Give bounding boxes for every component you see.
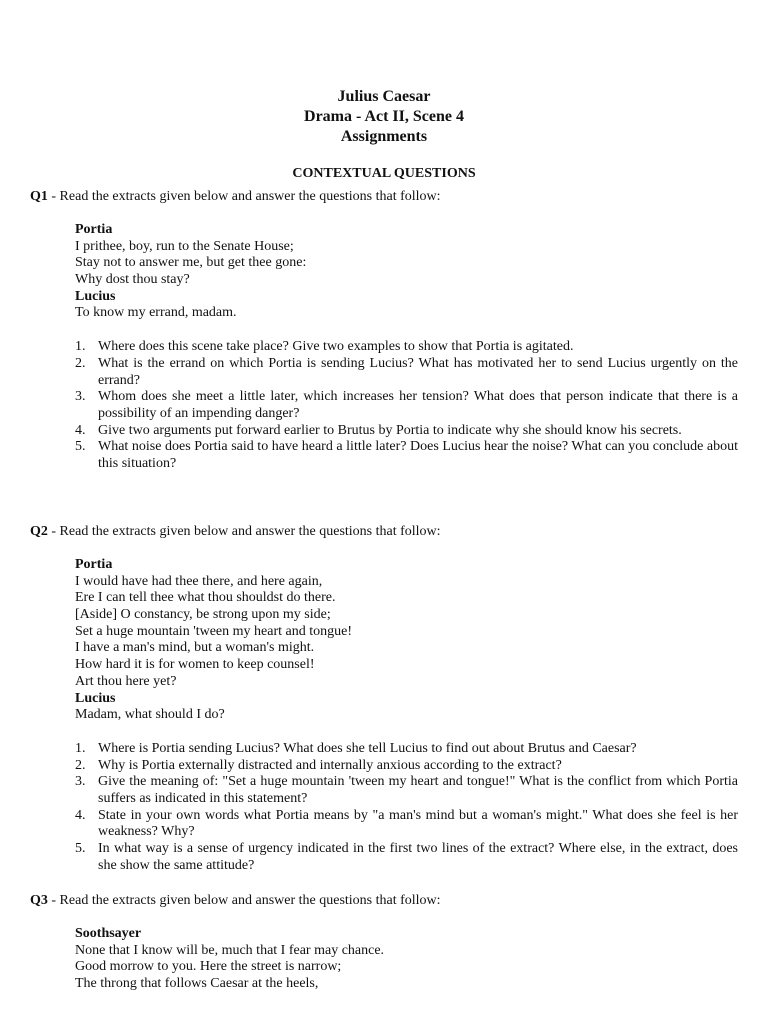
item-text: Where is Portia sending Lucius? What does she tell Lucius to find out about Brutus and Caesar? [98, 740, 637, 756]
document-title [0, 87, 768, 147]
item-number: 5. [75, 841, 86, 857]
question-item [75, 841, 738, 874]
extract-line: Ere I can tell thee what thou shouldst do there. [75, 590, 336, 606]
extract-line: Stay not to answer me, but get thee gone: [75, 255, 307, 271]
item-number: 3. [75, 389, 86, 405]
extract-line: I have a man's mind, but a woman's might. [75, 640, 315, 656]
item-text: State in your own words what Portia means by "a man's mind but a woman's might." What does she feel is her weakness? Why? [98, 807, 738, 840]
extract-block [75, 926, 740, 993]
extract-line: I would have had thee there, and here again, [75, 573, 323, 589]
question-item [75, 356, 738, 389]
item-number: 5. [75, 439, 86, 455]
item-text: Why is Portia externally distracted and internally anxious according to the extract? [98, 757, 562, 773]
extract-line: I prithee, boy, run to the Senate House; [75, 238, 294, 254]
speaker-name: Soothsayer [75, 926, 142, 941]
item-number: 4. [75, 422, 86, 438]
question-item [75, 741, 738, 758]
item-text: In what way is a sense of urgency indicated in the first two lines of the extract? Where else, in the extract, does she show the same attitude? [98, 841, 738, 873]
subtitle-line: Drama - Act II, Scene 4 [304, 108, 464, 125]
item-number: 1. [75, 339, 86, 355]
extract-line: Good morrow to you. Here the street is narrow; [75, 959, 342, 975]
speaker-name: Lucius [75, 690, 116, 706]
item-text: Whom does she meet a little later, which increases her tension? What does that person indicate that there is a possibility of an impending danger? [98, 389, 738, 421]
question-3 [30, 892, 740, 993]
question-instruction: - Read the extracts given below and answer the questions that follow: [51, 524, 441, 539]
question-list [75, 339, 738, 473]
question-heading [30, 892, 740, 909]
speaker-name: Portia [75, 222, 113, 237]
extract-line: How hard it is for women to keep counsel! [75, 657, 315, 673]
item-number: 1. [75, 740, 86, 756]
item-text: What noise does Portia said to have heard a little later? Does Lucius hear the noise? What can you conclude about this situation? [98, 439, 738, 472]
extract-line: Art thou here yet? [75, 673, 177, 689]
question-instruction: - Read the extracts given below and answer the questions that follow: [51, 893, 441, 908]
item-text: Give the meaning of: "Set a huge mountain 'tween my heart and tongue!" What is the conflict from which Portia suffers as indicated in this statement? [98, 774, 738, 806]
extract-block [75, 222, 740, 322]
question-number: Q2 [30, 524, 48, 539]
question-item [75, 808, 738, 841]
assignments-line: Assignments [340, 128, 428, 145]
question-list [75, 741, 738, 875]
extract-line: Madam, what should I do? [75, 707, 225, 723]
title-line: Julius Caesar [337, 88, 431, 105]
question-number: Q3 [30, 893, 48, 908]
item-number: 3. [75, 774, 86, 790]
extract-block [75, 557, 740, 724]
question-item [75, 339, 738, 356]
question-instruction: - Read the extracts given below and answer the questions that follow: [51, 189, 441, 204]
item-number: 2. [75, 757, 86, 773]
extract-line: Set a huge mountain 'tween my heart and tongue! [75, 623, 352, 639]
extract-line: Why dost thou stay? [75, 272, 190, 288]
extract-line: [Aside] O constancy, be strong upon my side; [75, 607, 331, 623]
item-text: Give two arguments put forward earlier to Brutus by Portia to indicate why she should know his secrets. [98, 422, 682, 438]
section-heading: CONTEXTUAL QUESTIONS [292, 166, 476, 181]
question-heading [30, 523, 740, 540]
speaker-name: Lucius [75, 288, 116, 304]
question-item [75, 774, 738, 807]
question-number: Q1 [30, 189, 48, 204]
question-item [75, 389, 738, 422]
question-item [75, 758, 738, 775]
item-number: 4. [75, 807, 86, 823]
question-item [75, 439, 738, 472]
extract-line: The throng that follows Caesar at the heels, [75, 976, 319, 992]
item-number: 2. [75, 355, 86, 371]
item-text: Where does this scene take place? Give two examples to show that Portia is agitated. [98, 339, 574, 355]
question-2 [30, 523, 740, 875]
speaker-name: Portia [75, 557, 113, 572]
question-item [75, 423, 738, 440]
extract-line: None that I know will be, much that I fear may chance. [75, 942, 385, 958]
item-text: What is the errand on which Portia is sending Lucius? What has motivated her to send Lucius urgently on the errand? [98, 355, 738, 388]
question-heading [30, 188, 740, 205]
question-1 [30, 188, 740, 473]
extract-line: To know my errand, madam. [75, 305, 237, 321]
